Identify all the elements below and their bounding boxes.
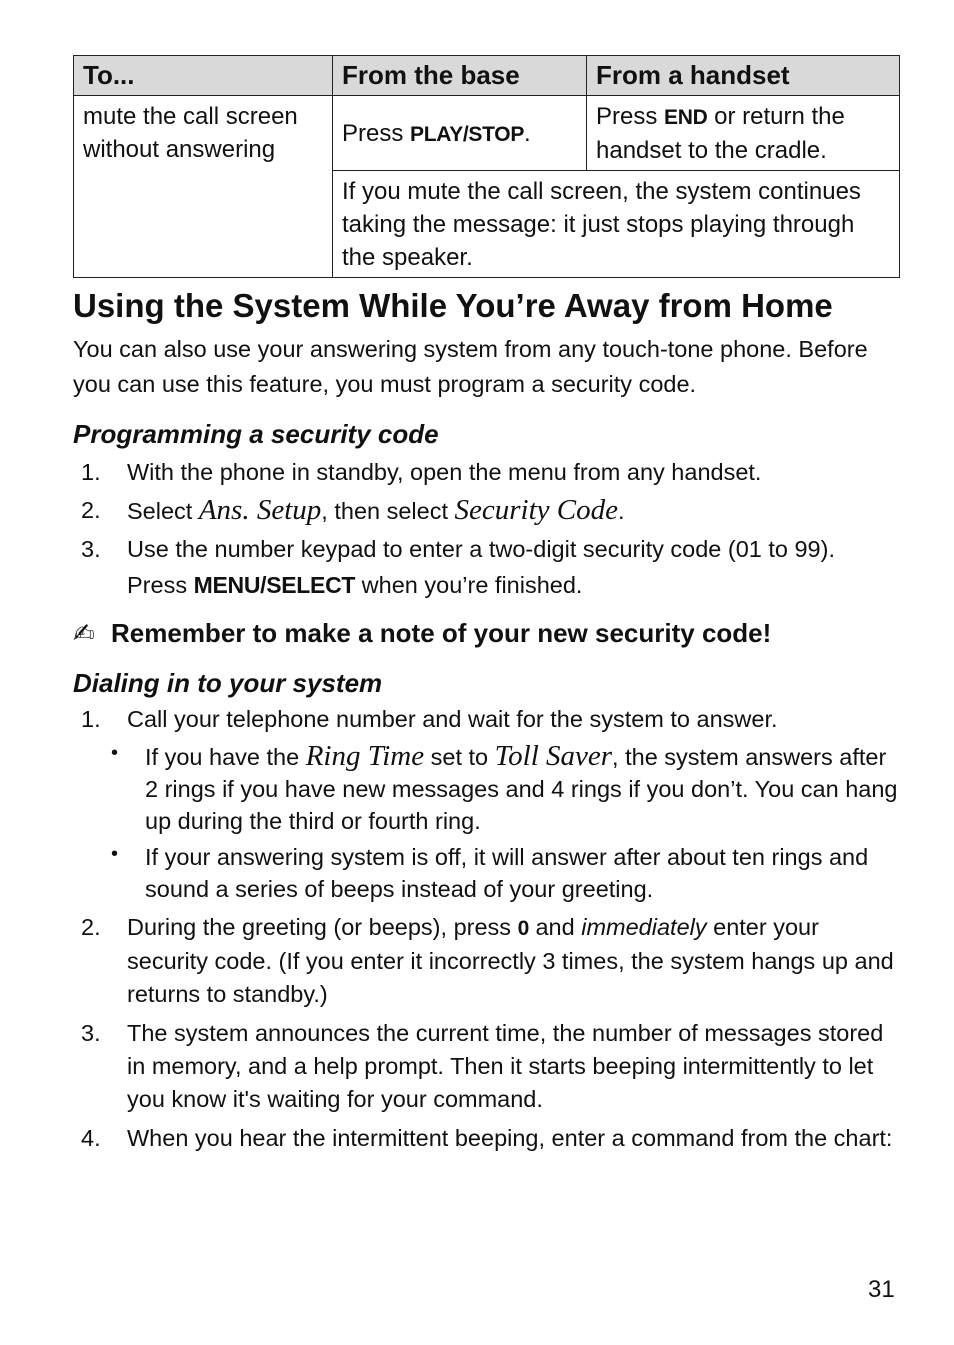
intro-paragraph: You can also use your answering system from any touch-tone phone. Before you can use this feature, you must program a security code.: [73, 336, 868, 397]
bullet-text-post: , the system answers after 2 rings if you have new messages and 4 rings if you don’t. You can hang up during the third or fourth ring.: [145, 744, 898, 834]
zero-key: 0: [517, 917, 529, 940]
base-text-pre: Press: [342, 119, 411, 147]
base-text-post: .: [524, 119, 531, 147]
mute-call-screen-table: [73, 55, 900, 278]
list-item: [73, 531, 900, 603]
step-text-post: enter your security code. (If you enter it incorrectly 3 times, the system hangs up and returns to standby.): [127, 914, 894, 1007]
step-text-pre: Select: [127, 498, 199, 524]
step-number: 1.: [81, 706, 101, 732]
table-header-handset: From a handset: [587, 56, 900, 96]
handset-text-post: or return the handset to the cradle.: [596, 103, 845, 164]
step-text-emphasis: immediately: [581, 914, 707, 940]
list-item: [73, 911, 900, 1011]
dialing-steps: [73, 703, 900, 1155]
menu-ring-time: Ring Time: [305, 740, 425, 772]
play-stop-key: PLAY/STOP: [410, 122, 525, 146]
table-cell-note: If you mute the call screen, the system continues taking the message: it just stops playing through the speaker.: [333, 171, 900, 278]
list-item: [73, 841, 900, 905]
end-key: END: [664, 106, 708, 129]
bullet-icon: •: [111, 742, 119, 764]
table-header-row: [74, 56, 900, 96]
bullet-text: If your answering system is off, it will answer after about ten rings and sound a series of beeps instead of your greeting.: [145, 844, 869, 902]
step-text: The system announces the current time, the number of messages stored in memory, and a help prompt. Then it starts beeping intermittently to let you know it's waiting for your command.: [127, 1020, 884, 1112]
table-cell-todo: mute the call screen without answering: [74, 96, 333, 278]
list-item: [73, 1122, 900, 1155]
list-item: [73, 740, 900, 837]
table-cell-base: [333, 96, 587, 171]
table-header-base: From the base: [333, 56, 587, 96]
step-text-mid: and: [528, 914, 582, 940]
step-text: Call your telephone number and wait for the system to answer.: [127, 706, 778, 732]
list-item: [73, 492, 900, 529]
step-text: When you hear the intermittent beeping, enter a command from the chart:: [127, 1125, 893, 1151]
menu-toll-saver: Toll Saver: [494, 740, 613, 772]
step-text-mid: , then select: [321, 498, 455, 524]
table-cell-handset: [587, 96, 900, 171]
bullet-text-pre: If you have the: [145, 744, 306, 770]
step-number: 2.: [81, 497, 101, 523]
step-text-pre: Use the number keypad to enter a two-digit security code (01 to 99). Press: [127, 536, 835, 598]
list-item: [73, 454, 900, 490]
list-item: [73, 1017, 900, 1116]
step-number: 4.: [81, 1125, 101, 1151]
bullet-text-mid: set to: [424, 744, 495, 770]
handset-text-pre: Press: [596, 103, 665, 130]
remember-text: Remember to make a note of your new security code!: [111, 618, 772, 648]
table-header-to: To...: [74, 56, 333, 96]
bullet-icon: •: [111, 843, 119, 865]
menu-security-code: Security Code: [454, 494, 619, 526]
step-number: 3.: [81, 536, 101, 562]
step-number: 2.: [81, 914, 101, 940]
list-item: [73, 703, 900, 905]
step-number: 1.: [81, 459, 101, 485]
section-title-programming: Programming a security code: [73, 419, 439, 449]
dialing-bullets: [73, 740, 900, 905]
step-text: With the phone in standby, open the menu from any handset.: [127, 459, 762, 485]
step-text-post: when you’re finished.: [355, 572, 583, 598]
programming-steps: [73, 454, 900, 603]
menu-select-key: MENU/SELECT: [193, 572, 356, 598]
table-row: [74, 96, 900, 171]
step-text-post: .: [618, 498, 625, 524]
step-number: 3.: [81, 1020, 101, 1046]
manual-page: [73, 55, 900, 1155]
step-text-pre: During the greeting (or beeps), press: [127, 914, 518, 940]
remember-note: [73, 615, 900, 651]
page-number: 31: [868, 1276, 895, 1303]
menu-ans-setup: Ans. Setup: [198, 494, 322, 526]
page-title: Using the System While You’re Away from Home: [73, 287, 833, 324]
pencil-icon: ✍: [73, 618, 95, 648]
section-title-dialing: Dialing in to your system: [73, 668, 383, 698]
